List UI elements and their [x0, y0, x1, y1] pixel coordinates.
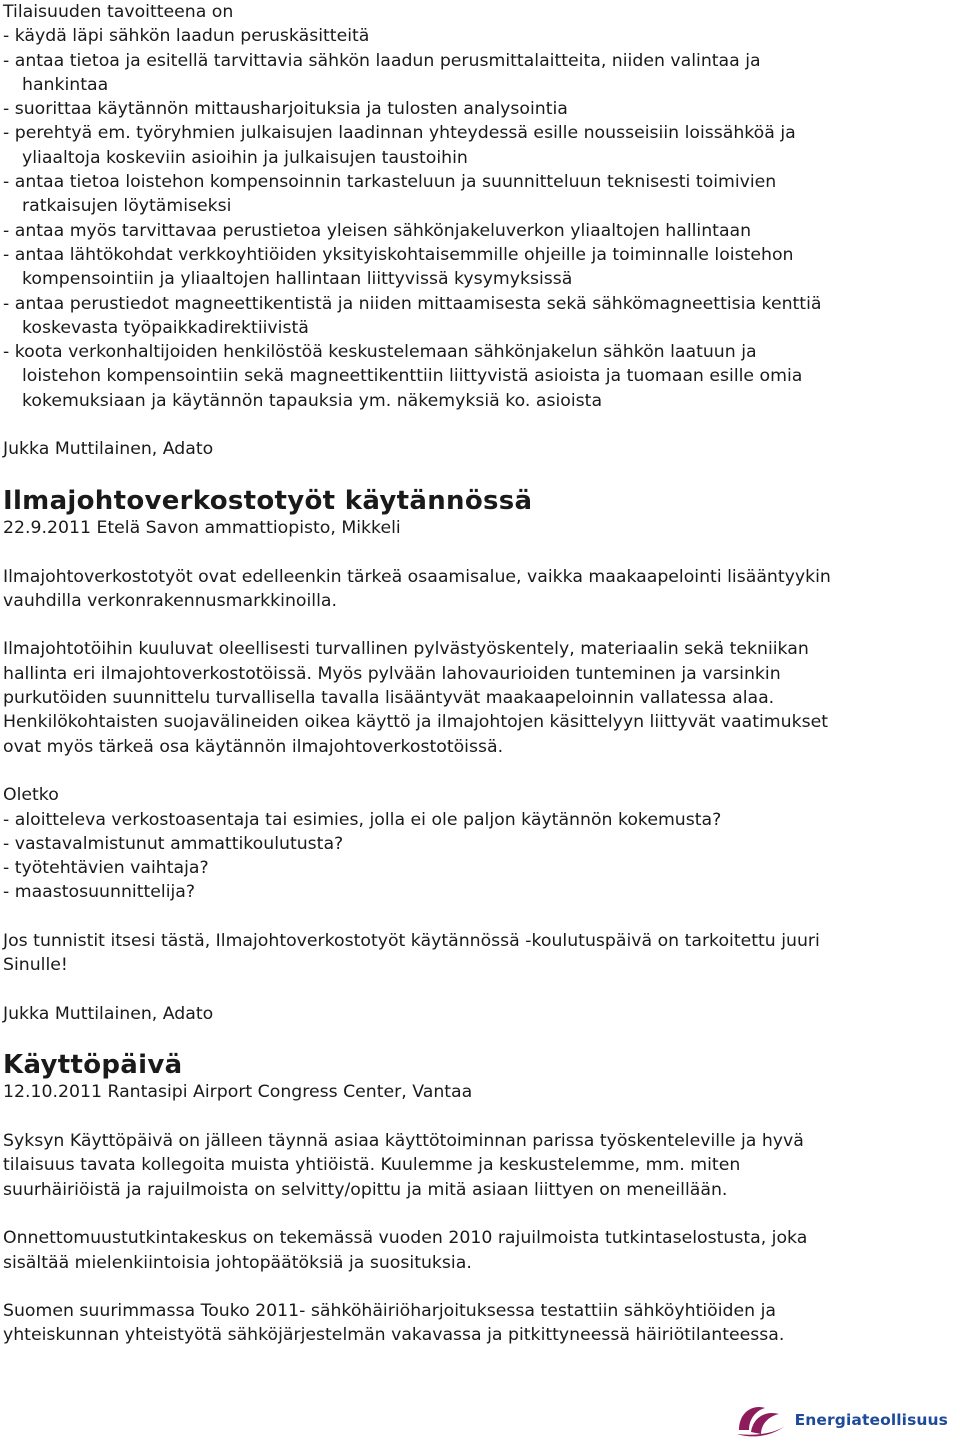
list-item: - aloitteleva verkostoasentaja tai esimies, jolla ei ole paljon käytännön kokemusta? [3, 809, 722, 830]
paragraph-line: suurhäiriöistä ja rajuilmoista on selvitty/opittu ja mitä asiaan liittyen on meneillään. [3, 1179, 728, 1200]
list-item: - vastavalmistunut ammattikoulutusta? [3, 833, 344, 854]
list-item: - antaa perustiedot magneettikentistä ja niiden mittaamisesta sekä sähkömagneettisia kenttiä [3, 293, 822, 314]
paragraph-line: Henkilökohtaisten suojavälineiden oikea käyttö ja ilmajohtojen käsittelyyn liittyvät vaatimukset [3, 712, 829, 733]
paragraph-line: Onnettomuustutkintakeskus on tekemässä vuoden 2010 rajuilmoista tutkintaselostusta, joka [3, 1228, 808, 1249]
list-item: - koota verkonhaltijoiden henkilöstöä keskustelemaan sähkönjakelun sähkön laatuun ja [3, 342, 757, 363]
list-item: - työtehtävien vaihtaja? [3, 858, 209, 879]
intro-text: Tilaisuuden tavoitteena on [3, 2, 234, 22]
paragraph-line: Suomen suurimmassa Touko 2011- sähköhäiriöharjoituksessa testattiin sähköyhtiöiden ja [3, 1301, 776, 1322]
paragraph-line: yhteiskunnan yhteistyötä sähköjärjestelmän vakavassa ja pitkittyneessä häiriötilanteessa. [3, 1325, 785, 1346]
paragraph-line: Jos tunnistit itsesi tästä, Ilmajohtoverkostotyöt käytännössä -koulutuspäivä on tarkoitettu juuri [3, 930, 820, 951]
list-item: yliaaltoja koskeviin asioihin ja julkaisujen taustoihin [22, 147, 468, 168]
paragraph-line: Oletko [3, 785, 59, 806]
author-line: Jukka Muttilainen, Adato [3, 1003, 214, 1024]
energiateollisuus-logo [735, 1400, 948, 1440]
list-item: - antaa tietoa ja esitellä tarvittavia sähkön laadun perusmittalaitteita, niiden valintaa ja [3, 50, 761, 71]
paragraph-line: purkutöiden suunnittelu turvallisella tavalla lisääntyvät maakaapeloinnin vallatessa alaa. [3, 688, 775, 709]
energiateollisuus-logo-icon [735, 1400, 787, 1440]
list-item: koskevasta työpaikkadirektiivistä [22, 317, 309, 338]
paragraph-line: Ilmajohtotöihin kuuluvat oleellisesti turvallinen pylvästyöskentely, materiaalin sekä tekniikan [3, 639, 809, 660]
list-item: loistehon kompensointiin sekä magneettikenttiin liittyvistä asioista ja tuomaan esille omia [22, 366, 803, 387]
section-heading-ilmajohto: Ilmajohtoverkostotyöt käytännössä [3, 485, 533, 516]
list-item: hankintaa [22, 74, 109, 95]
paragraph-line: Syksyn Käyttöpäivä on jälleen täynnä asiaa käyttötoiminnan parissa työskenteleville ja hyvä [3, 1131, 804, 1152]
paragraph-line: ovat myös tärkeä osa käytännön ilmajohtoverkostotöissä. [3, 736, 504, 757]
list-item: - käydä läpi sähkön laadun peruskäsitteitä [3, 26, 370, 47]
event-date-place: 22.9.2011 Etelä Savon ammattiopisto, Mikkeli [3, 517, 401, 538]
event-date-place: 12.10.2011 Rantasipi Airport Congress Center, Vantaa [3, 1082, 473, 1103]
list-item: kokemuksiaan ja käytännön tapauksia ym. näkemyksiä ko. asioista [22, 390, 603, 411]
list-item: - maastosuunnittelija? [3, 882, 196, 903]
paragraph-line: Sinulle! [3, 955, 68, 976]
list-item: - antaa myös tarvittavaa perustietoa yleisen sähkönjakeluverkon yliaaltojen hallintaan [3, 220, 752, 241]
logo-text: Energiateollisuus [794, 1411, 948, 1429]
list-item: ratkaisujen löytämiseksi [22, 196, 232, 217]
document-page [3, 0, 958, 1348]
list-item: - antaa lähtökohdat verkkoyhtiöiden yksityiskohtaisemmille ohjeille ja toiminnalle loistehon [3, 244, 794, 265]
list-item: kompensointiin ja yliaaltojen hallintaan liittyvissä kysymyksissä [22, 269, 573, 290]
paragraph-line: vauhdilla verkonrakennusmarkkinoilla. [3, 590, 337, 611]
paragraph-line: tilaisuus tavata kollegoita muista yhtiöistä. Kuulemme ja keskustelemme, mm. miten [3, 1155, 741, 1176]
paragraph-line: hallinta eri ilmajohtoverkostotöissä. Myös pylvään lahovaurioiden tunteminen ja varsinkin [3, 663, 781, 684]
list-item: - antaa tietoa loistehon kompensoinnin tarkasteluun ja suunnitteluun teknisesti toimivien [3, 172, 777, 193]
author-line: Jukka Muttilainen, Adato [3, 439, 214, 460]
objectives-list [3, 24, 958, 413]
list-item: - suorittaa käytännön mittausharjoituksia ja tulosten analysointia [3, 99, 568, 120]
section-heading-kayttopaiva: Käyttöpäivä [3, 1050, 183, 1081]
paragraph-line: sisältää mielenkiintoisia johtopäätöksiä ja suosituksia. [3, 1252, 472, 1273]
list-item: - perehtyä em. työryhmien julkaisujen laadinnan yhteydessä esille nousseisiin loissähköä ja [3, 123, 796, 144]
paragraph-line: Ilmajohtoverkostotyöt ovat edelleenkin tärkeä osaamisalue, vaikka maakaapelointi lisääntyykin [3, 566, 831, 587]
